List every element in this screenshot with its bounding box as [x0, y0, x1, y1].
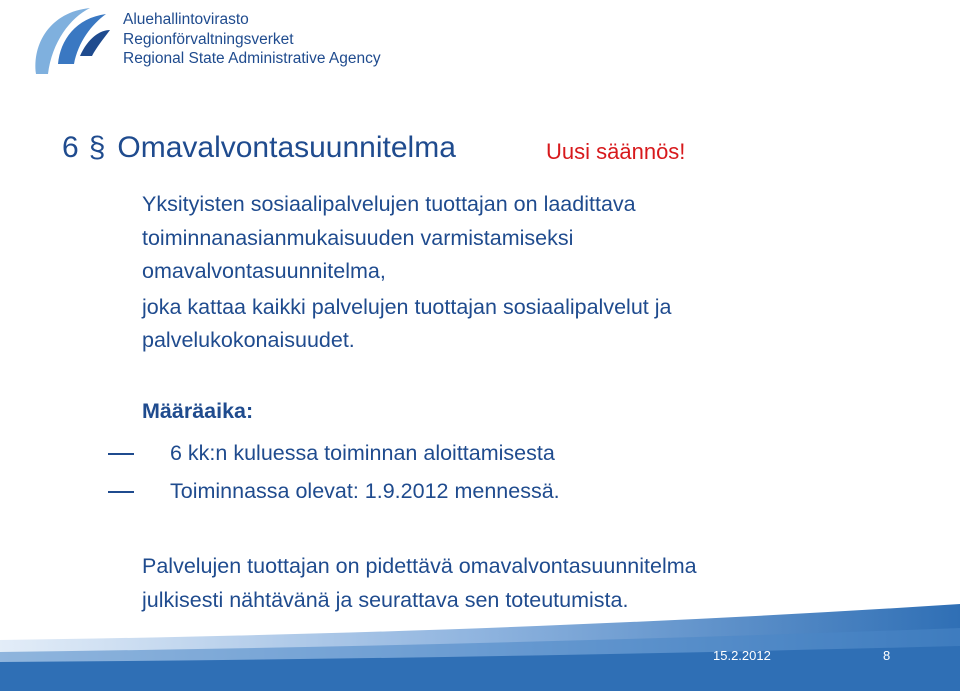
agency-logo	[30, 4, 112, 76]
deadline-item	[108, 440, 555, 466]
agency-name	[123, 10, 381, 69]
deadline-item-text: Toiminnassa olevat: 1.9.2012 mennessä.	[170, 479, 560, 503]
agency-name-en: Regional State Administrative Agency	[123, 50, 381, 67]
title-number: 6	[62, 131, 79, 164]
page-number: 8	[883, 648, 891, 663]
deadline-item-text: 6 kk:n kuluessa toiminnan aloittamisesta	[170, 441, 555, 465]
new-rule-label: Uusi säännös!	[546, 139, 686, 164]
paragraph3-line: julkisesti nähtävänä ja seurattava sen toteutumista.	[142, 588, 629, 612]
deadline-item	[108, 478, 560, 504]
paragraph1-line: Yksityisten sosiaalipalvelujen tuottajan on laadittava	[142, 192, 636, 216]
agency-name-fi: Aluehallintovirasto	[123, 11, 249, 28]
paragraph2-line: joka kattaa kaikki palvelujen tuottajan sosiaalipalvelut ja	[142, 295, 672, 319]
footer-date: 15.2.2012	[713, 648, 771, 663]
paragraph3-line: Palvelujen tuottajan on pidettävä omavalvontasuunnitelma	[142, 554, 697, 578]
section-symbol: §	[88, 131, 106, 164]
footer-wave	[0, 600, 960, 691]
dash-bullet	[108, 491, 134, 493]
paragraph1-line: toiminnanasianmukaisuuden varmistamiseksi	[142, 226, 574, 250]
deadline-label: Määräaika:	[142, 399, 254, 423]
slide-title	[62, 131, 456, 165]
paragraph2-line: palvelukokonaisuudet.	[142, 328, 355, 352]
agency-name-sv: Regionförvaltningsverket	[123, 30, 294, 48]
title-text: Omavalvontasuunnitelma	[117, 131, 456, 164]
dash-bullet	[108, 453, 134, 455]
paragraph1-line: omavalvontasuunnitelma,	[142, 259, 386, 283]
